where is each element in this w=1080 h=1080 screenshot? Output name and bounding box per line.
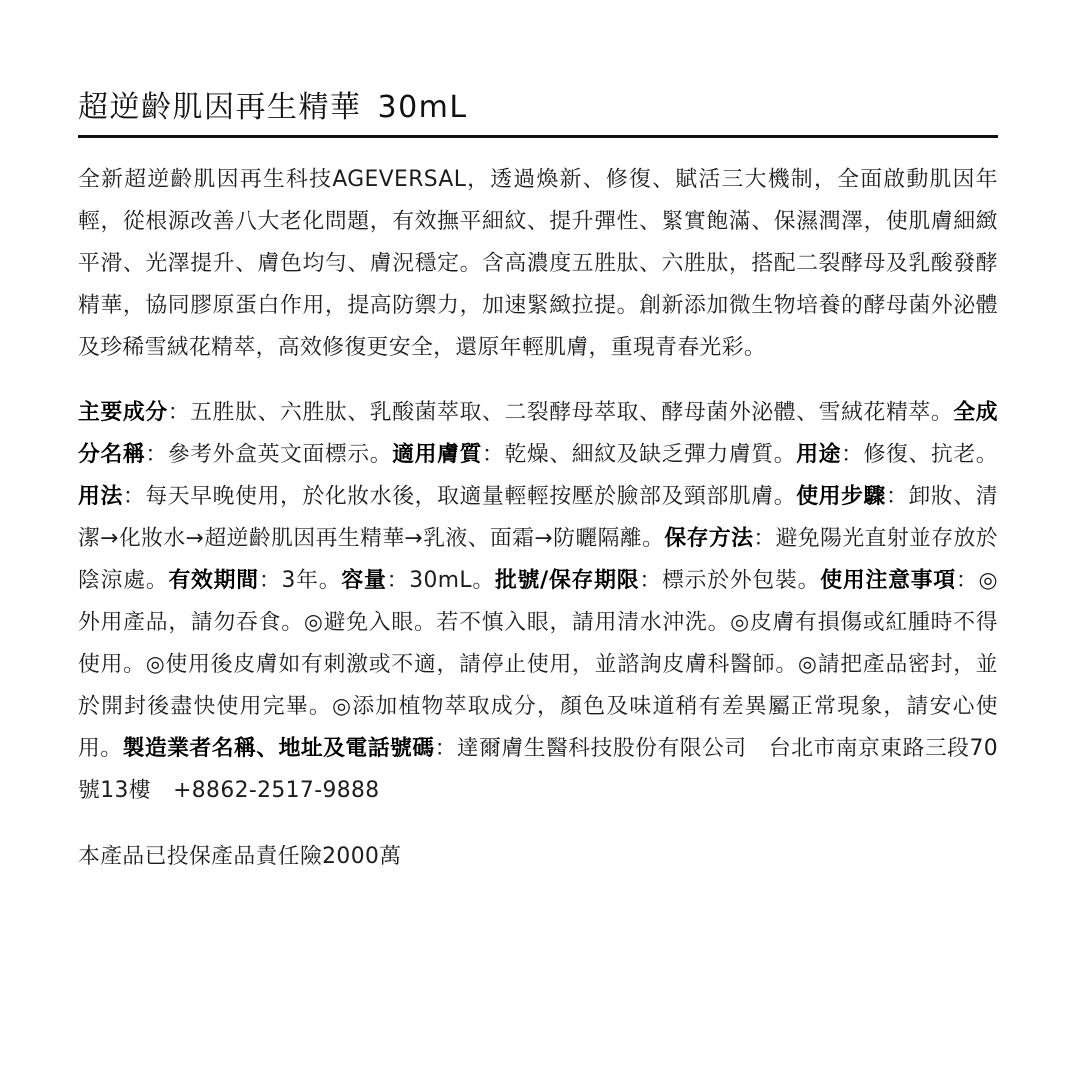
detail-label: 全成分名稱 [78, 400, 998, 467]
detail-separator: ： [145, 442, 168, 467]
detail-label: 適用膚質 [392, 442, 483, 467]
detail-label: 主要成分 [78, 400, 168, 425]
detail-separator: ： [753, 526, 776, 551]
detail-separator: ： [955, 568, 979, 593]
detail-label: 製造業者名稱、地址及電話號碼 [122, 736, 435, 761]
title-divider [78, 135, 998, 138]
detail-text: 參考外盒英文面標示。 [167, 442, 393, 467]
detail-separator: ： [886, 484, 909, 509]
detail-label: 保存方法 [664, 526, 754, 551]
detail-label: 容量 [341, 568, 387, 593]
detail-label: 用法 [78, 484, 123, 509]
product-name: 超逆齡肌因再生精華 [78, 90, 362, 125]
detail-separator: ： [258, 568, 282, 593]
detail-text: 標示於外包裝。 [662, 568, 821, 593]
detail-label: 使用注意事項 [820, 568, 956, 593]
detail-label: 用途 [796, 442, 842, 467]
detail-text: 達爾膚生醫科技股份有限公司 台北市南京東路三段70號13樓 +8862-2517-9888 [78, 736, 998, 803]
detail-text: 避免陽光直射並存放於陰涼處。 [78, 526, 998, 593]
detail-text: ◎外用產品，請勿吞食。◎避免入眼。若不慎入眼，請用清水沖洗。◎皮膚有損傷或紅腫時不得使用。◎使用後皮膚如有刺激或不適，請停止使用，並諮詢皮膚科醫師。◎請把產品密封，並於開封後盡快使用完畢。◎添加植物萃取成分，顏色及味道稍有差異屬正常現象，請安心使用。 [78, 568, 998, 761]
detail-separator: ： [639, 568, 662, 593]
detail-separator: ： [386, 568, 410, 593]
detail-separator: ： [841, 442, 864, 467]
detail-text: 乾燥、細紋及缺乏彈力膚質。 [504, 442, 797, 467]
product-info-sheet [78, 88, 998, 878]
detail-separator: ： [482, 442, 505, 467]
product-volume: 30mL [377, 90, 468, 125]
detail-text: 30mL。 [409, 568, 495, 593]
detail-text: 修復、抗老。 [863, 442, 998, 467]
detail-text: 3年。 [281, 568, 342, 593]
product-details [78, 392, 998, 812]
detail-separator: ： [122, 484, 146, 509]
detail-separator: ： [167, 400, 191, 425]
insurance-note: 本產品已投保產品責任險2000萬 [78, 844, 402, 869]
detail-text: 每天早晚使用，於化妝水後，取適量輕輕按壓於臉部及頸部肌膚。 [145, 484, 797, 509]
product-description: 全新超逆齡肌因再生科技AGEVERSAL，透過煥新、修復、賦活三大機制，全面啟動肌因年輕，從根源改善八大老化問題，有效撫平細紋、提升彈性、緊實飽滿、保濕潤澤，使肌膚細緻平滑、光澤提升、膚色均勻、膚況穩定。含高濃度五胜肽、六胜肽，搭配二裂酵母及乳酸發酵精華，協同膠原蛋白作用，提高防禦力，加速緊緻拉提。創新添加微生物培養的酵母菌外泌體及珍稀雪絨花精萃，高效修復更安全，還原年輕肌膚，重現青春光彩。 [78, 167, 998, 360]
detail-label: 批號/保存期限 [494, 568, 640, 593]
detail-label: 使用步驟 [796, 484, 886, 509]
detail-text: 卸妝、清潔→化妝水→超逆齡肌因再生精華→乳液、面霜→防曬隔離。 [78, 484, 998, 551]
detail-label: 有效期間 [168, 568, 259, 593]
detail-text: 五胜肽、六胜肽、乳酸菌萃取、二裂酵母萃取、酵母菌外泌體、雪絨花精萃。 [190, 400, 954, 425]
detail-separator: ： [434, 736, 457, 761]
product-title [78, 88, 998, 128]
